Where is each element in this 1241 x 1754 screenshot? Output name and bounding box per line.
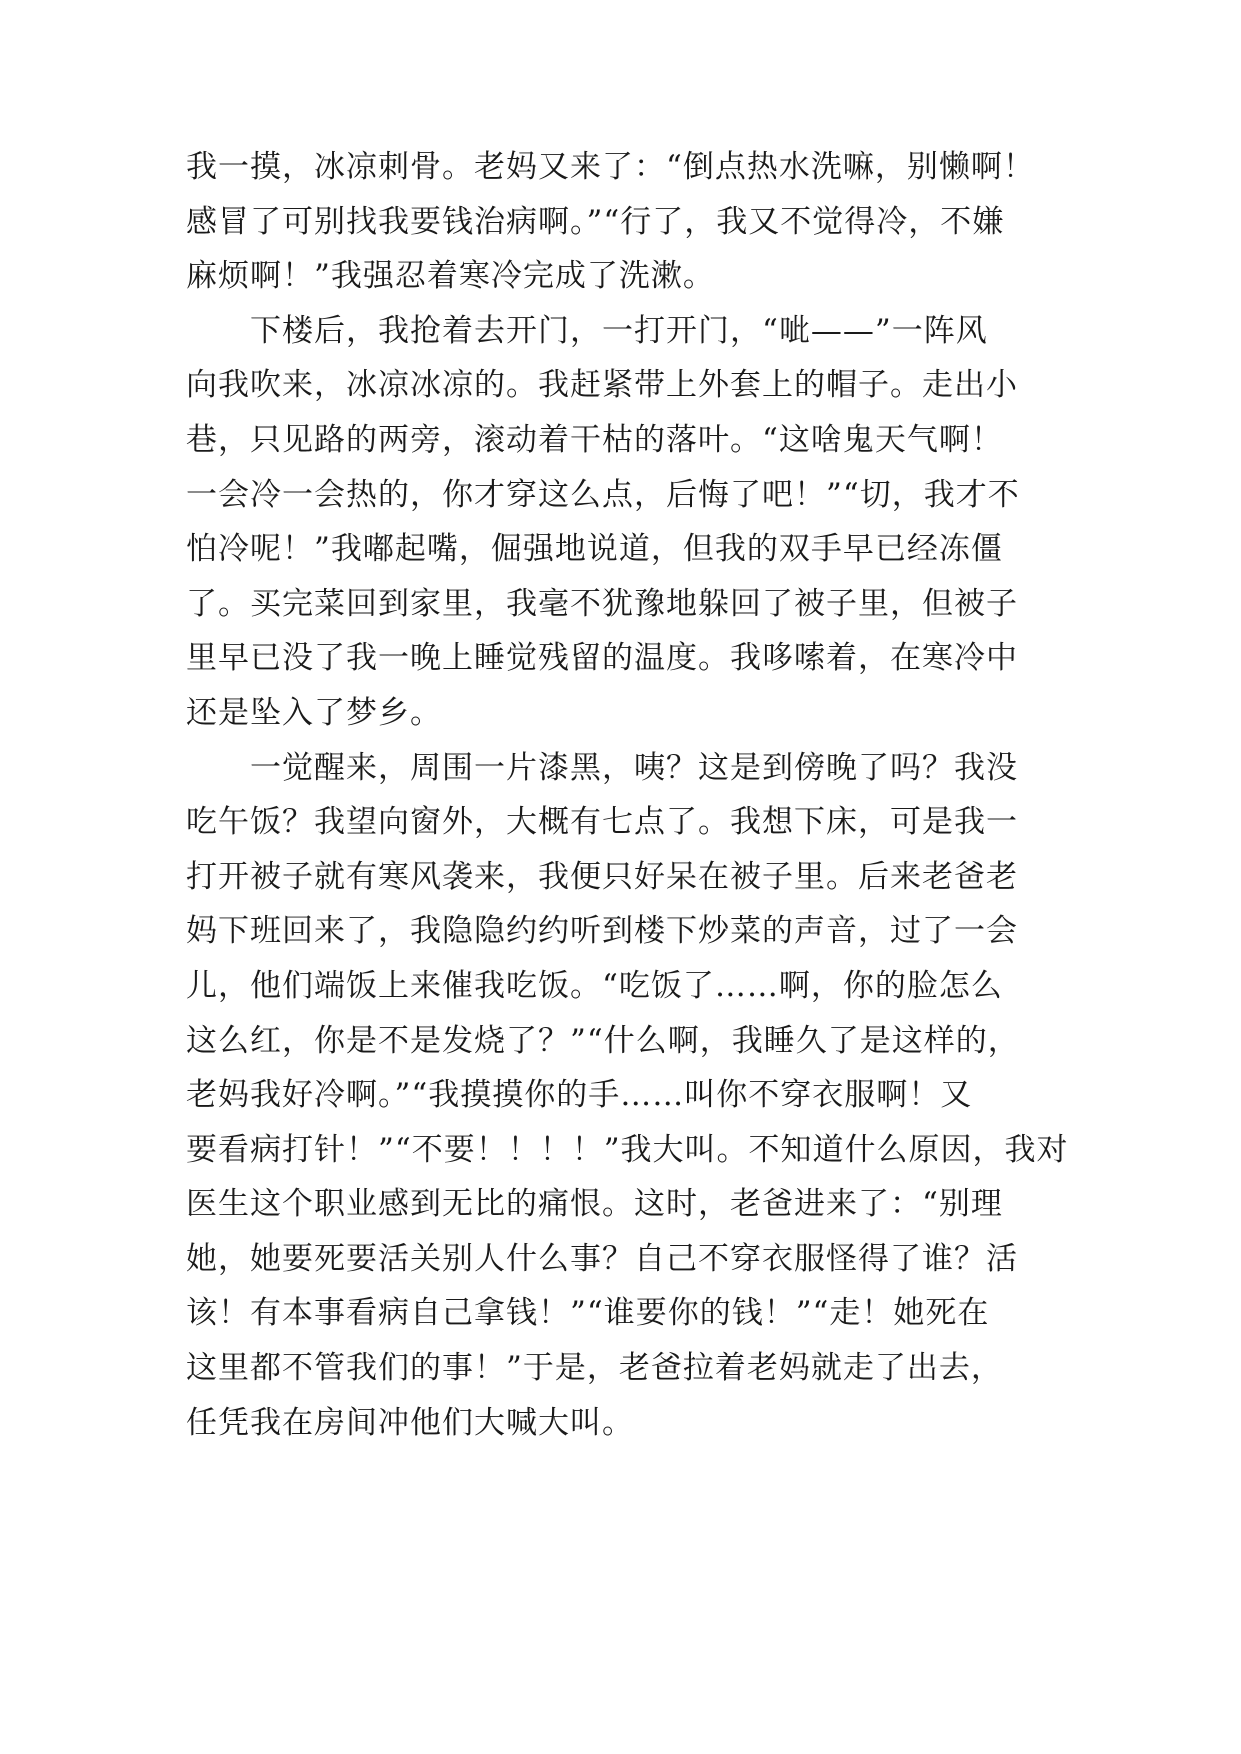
paragraph-start-line: 一觉醒来，周围一片漆黑，咦？这是到傍晚了吗？我没 <box>250 749 1018 786</box>
paragraph-start-line: 下楼后，我抢着去开门，一打开门，“呲——”一阵风 <box>250 312 988 349</box>
text-line: 妈下班回来了，我隐隐约约听到楼下炒菜的声音，过了一会 <box>186 913 1018 950</box>
text-line: 该！有本事看病自己拿钱！”“谁要你的钱！”“走！她死在 <box>186 1295 990 1332</box>
text-line: 吃午饭？我望向窗外，大概有七点了。我想下床，可是我一 <box>186 804 1018 841</box>
text-line: 了。买完菜回到家里，我毫不犹豫地躲回了被子里，但被子 <box>186 585 1018 622</box>
text-line: 向我吹来，冰凉冰凉的。我赶紧带上外套上的帽子。走出小 <box>186 367 1018 404</box>
text-line: 里早已没了我一晚上睡觉残留的温度。我哆嗦着，在寒冷中 <box>186 640 1018 677</box>
text-line: 一会冷一会热的，你才穿这么点，后悔了吧！”“切，我才不 <box>186 476 1020 513</box>
text-line: 感冒了可别找我要钱治病啊。”“行了，我又不觉得冷，不嫌 <box>186 203 1005 240</box>
text-line: 这么红，你是不是发烧了？”“什么啊，我睡久了是这样的， <box>186 1022 1020 1059</box>
text-line: 打开被子就有寒风袭来，我便只好呆在被子里。后来老爸老 <box>186 858 1018 895</box>
text-line: 我一摸，冰凉刺骨。老妈又来了：“倒点热水洗嘛，别懒啊！ <box>186 149 1035 185</box>
text-line: 医生这个职业感到无比的痛恨。这时，老爸进来了：“别理 <box>186 1186 1003 1223</box>
document-body-text <box>186 140 1069 1450</box>
text-line: 还是坠入了梦乡。 <box>186 694 442 731</box>
text-line: 怕冷呢！”我嘟起嘴，倔强地说道，但我的双手早已经冻僵 <box>186 531 1003 568</box>
text-line: 这里都不管我们的事！”于是，老爸拉着老妈就走了出去， <box>186 1350 1003 1387</box>
text-line: 老妈我好冷啊。”“我摸摸你的手……叫你不穿衣服啊！又 <box>186 1077 973 1114</box>
text-line: 她，她要死要活关别人什么事？自己不穿衣服怪得了谁？活 <box>186 1240 1018 1277</box>
text-line: 巷，只见路的两旁，滚动着干枯的落叶。“这啥鬼天气啊！ <box>186 421 1003 458</box>
text-line: 儿，他们端饭上来催我吃饭。“吃饭了……啊，你的脸怎么 <box>186 967 1003 1004</box>
text-line: 要看病打针！”“不要！！！！”我大叫。不知道什么原因，我对 <box>186 1131 1069 1168</box>
text-line: 任凭我在房间冲他们大喊大叫。 <box>186 1404 634 1441</box>
text-line: 麻烦啊！”我强忍着寒冷完成了洗漱。 <box>186 258 715 295</box>
